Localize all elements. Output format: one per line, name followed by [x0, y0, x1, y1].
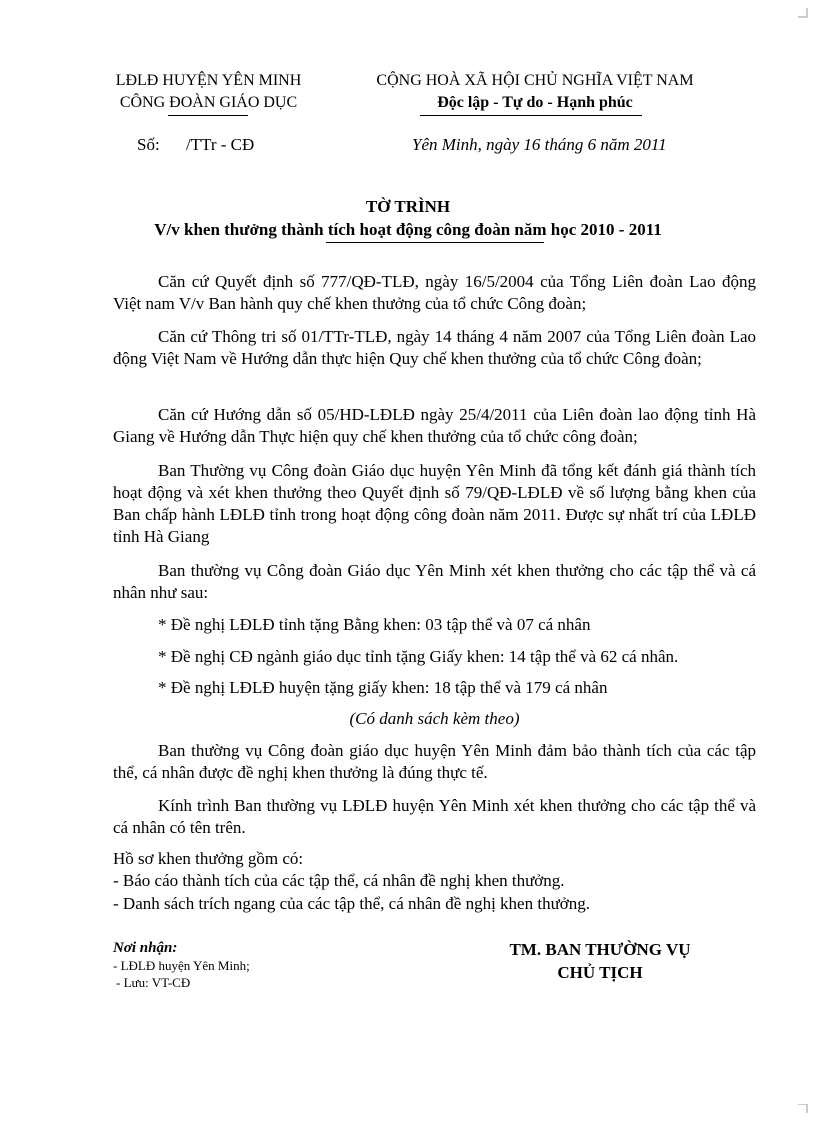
attachment-note: (Có danh sách kèm theo): [349, 709, 520, 728]
recipient-2: - Lưu: VT-CĐ: [116, 975, 191, 990]
recipients-label: Nơi nhận:: [113, 940, 178, 956]
number-code: /TTr - CĐ: [185, 135, 255, 154]
dossier-item-2: - Danh sách trích ngang của các tập thể, cá nhân đề nghị khen thưởng.: [113, 894, 591, 913]
number-label: Số:: [137, 135, 160, 154]
parent-organization: LĐLĐ HUYỆN YÊN MINH: [115, 72, 302, 89]
guarantee-paragraph: Ban thường vụ Công đoàn giáo dục huyện Yên Minh đảm bảo thành tích của các tập thể, cá nhân được đề nghị khen thưởng là đúng thực tế.: [113, 741, 756, 782]
signature-block: [470, 938, 730, 984]
proposal-item-1: * Đề nghị LĐLĐ tỉnh tặng Bằng khen: 03 tập thể và 07 cá nhân: [158, 615, 591, 634]
request-paragraph: Kính trình Ban thường vụ LĐLĐ huyện Yên Minh xét khen thưởng cho các tập thể và cá nhân có tên trên.: [113, 796, 756, 837]
crop-mark-bottom-right: [798, 1104, 808, 1114]
basis-paragraph-3: Căn cứ Hướng dẫn số 05/HD-LĐLĐ ngày 25/4/2011 của Liên đoàn lao động tỉnh Hà Giang về Hướng dẫn Thực hiện quy chế khen thưởng của tổ chức công đoàn;: [113, 405, 756, 446]
document-subject: V/v khen thưởng thành tích hoạt động công đoàn năm học 2010 - 2011: [154, 220, 662, 239]
dossier-item-1: - Báo cáo thành tích của các tập thể, cá nhân đề nghị khen thưởng.: [113, 871, 565, 890]
document-number: [137, 134, 254, 156]
place-date: Yên Minh, ngày 16 tháng 6 năm 2011: [412, 135, 667, 154]
recipient-1: - LĐLĐ huyện Yên Minh;: [113, 958, 250, 973]
proposal-item-2: * Đề nghị CĐ ngành giáo dục tỉnh tặng Giấy khen: 14 tập thể và 62 cá nhân.: [158, 647, 679, 666]
assessment-paragraph: Ban Thường vụ Công đoàn Giáo dục huyện Yên Minh đã tổng kết đánh giá thành tích hoạt động và xét khen thưởng theo Quyết định số 79/QĐ-LĐLĐ về số lượng bằng khen của Ban chấp hành LĐLĐ tỉnh trong hoạt động công đoàn năm 2011. Được sự nhất trí của LĐLĐ tỉnh Hà Giang: [113, 461, 756, 546]
country-name: CỘNG HOÀ XÃ HỘI CHỦ NGHĨA VIỆT NAM: [376, 72, 694, 89]
national-motto: Độc lập - Tự do - Hạnh phúc: [437, 94, 633, 111]
motto-underline: [420, 115, 642, 116]
national-motto-block: [340, 70, 730, 114]
basis-paragraph-1: Căn cứ Quyết định số 777/QĐ-TLĐ, ngày 16/5/2004 của Tổng Liên đoàn Lao động Việt nam V/v Ban hành quy chế khen thưởng của tổ chức Công đoàn;: [113, 272, 756, 313]
organization-name: CÔNG ĐOÀN GIÁO DỤC: [119, 94, 298, 111]
crop-mark-top-right: [798, 8, 808, 18]
organization-underline: [168, 115, 248, 116]
proposal-item-3: * Đề nghị LĐLĐ huyện tặng giấy khen: 18 tập thể và 179 cá nhân: [158, 678, 608, 697]
signer-capacity: TM. BAN THƯỜNG VỤ: [509, 940, 691, 959]
document-title: TỜ TRÌNH: [365, 197, 451, 216]
basis-paragraph-2: Căn cứ Thông tri số 01/TTr-TLĐ, ngày 14 tháng 4 năm 2007 của Tổng Liên đoàn Lao động Việt Nam về Hướng dẫn thực hiện Quy chế khen thưởng của tổ chức Công đoàn;: [113, 327, 756, 368]
subject-underline: [326, 242, 544, 243]
signer-title: CHỦ TỊCH: [557, 963, 643, 982]
proposal-intro-paragraph: Ban thường vụ Công đoàn Giáo dục Yên Minh xét khen thưởng cho các tập thể và cá nhân như sau:: [113, 561, 756, 602]
dossier-title: Hồ sơ khen thưởng gồm có:: [113, 849, 304, 868]
organization-block: [96, 70, 321, 114]
